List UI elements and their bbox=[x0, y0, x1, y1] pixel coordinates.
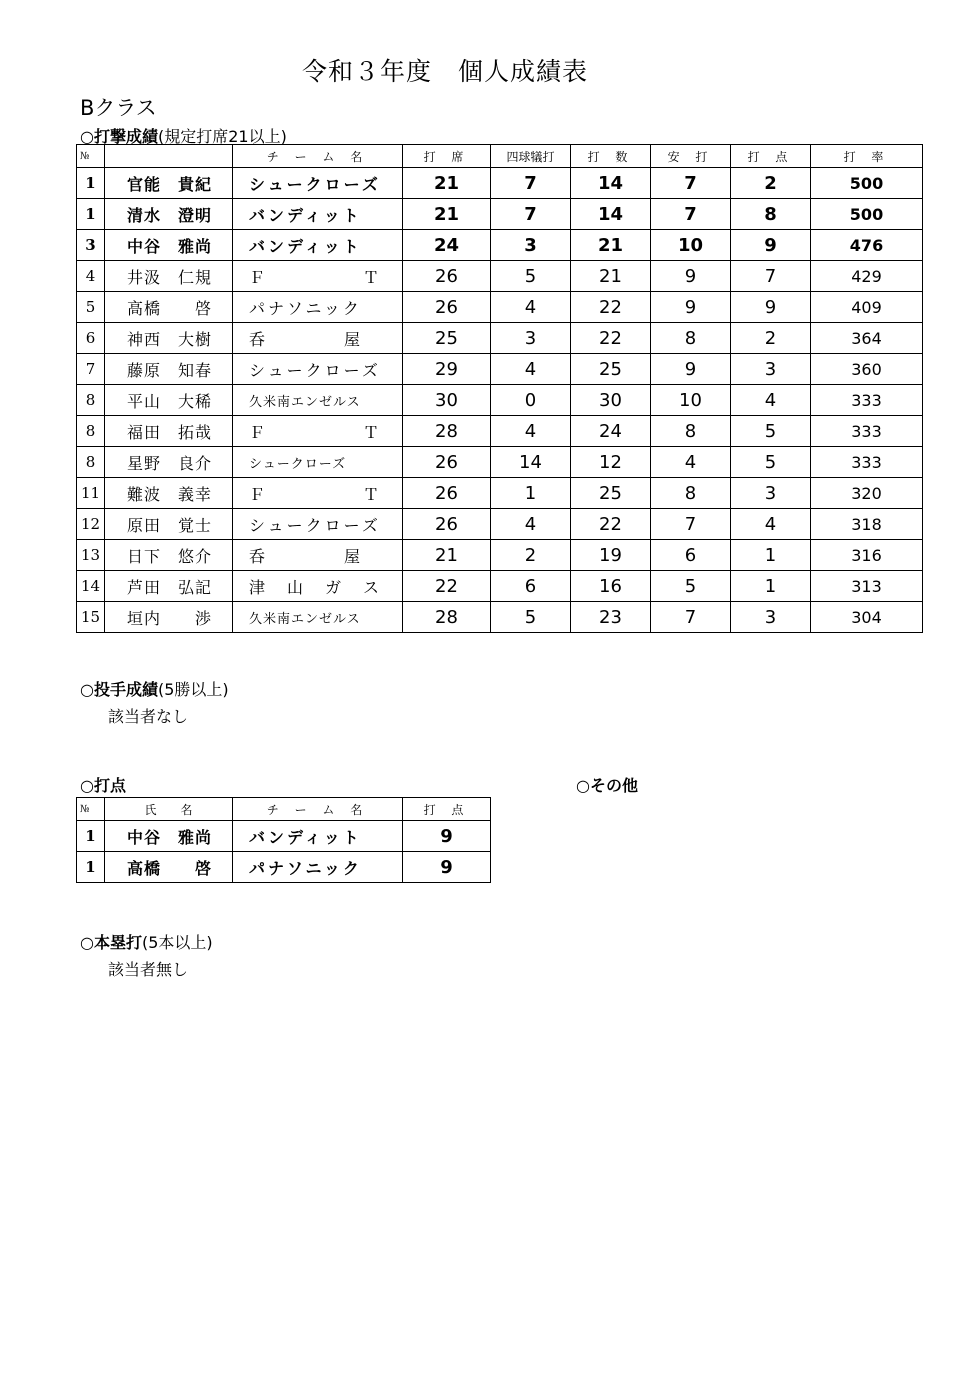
team-name-cell: シュークローズ bbox=[233, 509, 403, 540]
at-bats-cell: 14 bbox=[571, 168, 651, 199]
at-bats-cell: 19 bbox=[571, 540, 651, 571]
hits-cell: 6 bbox=[651, 540, 731, 571]
walks-sacrifices-cell: 5 bbox=[491, 261, 571, 292]
plate-appearances-cell: 26 bbox=[403, 478, 491, 509]
table-row bbox=[77, 447, 923, 478]
team-name-cell: Ｆ Ｔ bbox=[233, 478, 403, 509]
rbi-cell: 4 bbox=[731, 509, 811, 540]
plate-appearances-cell: 21 bbox=[403, 199, 491, 230]
plate-appearances-cell: 29 bbox=[403, 354, 491, 385]
at-bats-cell: 25 bbox=[571, 354, 651, 385]
plate-appearances-cell: 26 bbox=[403, 261, 491, 292]
pitching-heading bbox=[80, 677, 229, 700]
table-row bbox=[77, 385, 923, 416]
at-bats-cell: 23 bbox=[571, 602, 651, 633]
rbi-cell: 9 bbox=[403, 821, 491, 852]
at-bats-cell: 22 bbox=[571, 323, 651, 354]
rbi-cell: 2 bbox=[731, 323, 811, 354]
rbi-cell: 8 bbox=[731, 199, 811, 230]
walks-sacrifices-cell: 4 bbox=[491, 354, 571, 385]
plate-appearances-cell: 21 bbox=[403, 540, 491, 571]
rbi-cell: 7 bbox=[731, 261, 811, 292]
rbi-cell: 1 bbox=[731, 571, 811, 602]
circle-mark: ○ bbox=[576, 776, 590, 795]
team-name-cell: シュークローズ bbox=[233, 168, 403, 199]
col-header-rbi: 打 点 bbox=[731, 145, 811, 168]
batting-average-cell: 360 bbox=[811, 354, 923, 385]
homerun-heading-label: 本塁打 bbox=[93, 933, 142, 952]
team-name-cell: シュークローズ bbox=[233, 354, 403, 385]
plate-appearances-cell: 30 bbox=[403, 385, 491, 416]
table-row bbox=[77, 199, 923, 230]
at-bats-cell: 30 bbox=[571, 385, 651, 416]
table-row bbox=[77, 416, 923, 447]
homerun-heading-note: (5本以上) bbox=[141, 933, 213, 952]
player-name-cell: 井汲 仁規 bbox=[105, 261, 233, 292]
walks-sacrifices-cell: 3 bbox=[491, 323, 571, 354]
rank-cell: 3 bbox=[77, 230, 105, 261]
rank-cell: 8 bbox=[77, 447, 105, 478]
rbi-cell: 5 bbox=[731, 447, 811, 478]
pitching-heading-note: (5勝以上) bbox=[157, 680, 229, 699]
rank-cell: 8 bbox=[77, 416, 105, 447]
player-name-cell: 清水 澄明 bbox=[105, 199, 233, 230]
at-bats-cell: 12 bbox=[571, 447, 651, 478]
player-name-cell: 高橋 啓 bbox=[105, 852, 233, 883]
at-bats-cell: 22 bbox=[571, 509, 651, 540]
plate-appearances-cell: 26 bbox=[403, 292, 491, 323]
player-name-cell: 官能 貴紀 bbox=[105, 168, 233, 199]
hits-cell: 10 bbox=[651, 385, 731, 416]
rank-cell: 7 bbox=[77, 354, 105, 385]
circle-mark: ○ bbox=[80, 776, 94, 795]
rank-cell: 6 bbox=[77, 323, 105, 354]
plate-appearances-cell: 24 bbox=[403, 230, 491, 261]
col-header-pa: 打 席 bbox=[403, 145, 491, 168]
batting-header-row bbox=[77, 145, 923, 168]
rbi-cell: 5 bbox=[731, 416, 811, 447]
player-name-cell: 神西 大樹 bbox=[105, 323, 233, 354]
team-name-cell: バンディット bbox=[233, 230, 403, 261]
col-header-team: チ ー ム 名 bbox=[233, 798, 403, 821]
team-name-cell: Ｆ Ｔ bbox=[233, 261, 403, 292]
player-name-cell: 高橋 啓 bbox=[105, 292, 233, 323]
walks-sacrifices-cell: 0 bbox=[491, 385, 571, 416]
class-label: Bクラス bbox=[80, 96, 157, 120]
batting-table bbox=[76, 144, 923, 633]
walks-sacrifices-cell: 2 bbox=[491, 540, 571, 571]
circle-mark: ○ bbox=[80, 127, 94, 146]
hits-cell: 8 bbox=[651, 478, 731, 509]
rank-cell: 8 bbox=[77, 385, 105, 416]
team-name-cell: 久米南エンゼルス bbox=[233, 385, 403, 416]
player-name-cell: 星野 良介 bbox=[105, 447, 233, 478]
walks-sacrifices-cell: 5 bbox=[491, 602, 571, 633]
batting-average-cell: 409 bbox=[811, 292, 923, 323]
player-name-cell: 難波 義幸 bbox=[105, 478, 233, 509]
walks-sacrifices-cell: 4 bbox=[491, 416, 571, 447]
other-heading-label: その他 bbox=[589, 776, 638, 795]
table-row bbox=[77, 230, 923, 261]
page-title: 令和３年度 個人成績表 bbox=[301, 57, 588, 86]
plate-appearances-cell: 21 bbox=[403, 168, 491, 199]
walks-sacrifices-cell: 1 bbox=[491, 478, 571, 509]
rank-cell: 15 bbox=[77, 602, 105, 633]
circle-mark: ○ bbox=[80, 680, 94, 699]
col-header-name: 氏 名 bbox=[105, 798, 233, 821]
team-name-cell: バンディット bbox=[233, 821, 403, 852]
at-bats-cell: 16 bbox=[571, 571, 651, 602]
walks-sacrifices-cell: 4 bbox=[491, 292, 571, 323]
rank-cell: 1 bbox=[77, 199, 105, 230]
table-row bbox=[77, 509, 923, 540]
team-name-cell: Ｆ Ｔ bbox=[233, 416, 403, 447]
team-name-cell: シュークローズ bbox=[233, 447, 403, 478]
rank-cell: 4 bbox=[77, 261, 105, 292]
batting-average-cell: 333 bbox=[811, 416, 923, 447]
at-bats-cell: 21 bbox=[571, 230, 651, 261]
table-row bbox=[77, 261, 923, 292]
col-header-no: № bbox=[77, 798, 105, 821]
batting-average-cell: 320 bbox=[811, 478, 923, 509]
hits-cell: 9 bbox=[651, 354, 731, 385]
at-bats-cell: 14 bbox=[571, 199, 651, 230]
rank-cell: 5 bbox=[77, 292, 105, 323]
table-row bbox=[77, 540, 923, 571]
walks-sacrifices-cell: 6 bbox=[491, 571, 571, 602]
rbi-cell: 4 bbox=[731, 385, 811, 416]
walks-sacrifices-cell: 14 bbox=[491, 447, 571, 478]
batting-average-cell: 304 bbox=[811, 602, 923, 633]
rbi-cell: 2 bbox=[731, 168, 811, 199]
batting-average-cell: 316 bbox=[811, 540, 923, 571]
hits-cell: 7 bbox=[651, 602, 731, 633]
walks-sacrifices-cell: 3 bbox=[491, 230, 571, 261]
team-name-cell: パナソニック bbox=[233, 292, 403, 323]
batting-average-cell: 318 bbox=[811, 509, 923, 540]
team-name-cell: 呑 屋 bbox=[233, 540, 403, 571]
rbi-cell: 3 bbox=[731, 602, 811, 633]
player-name-cell: 藤原 知春 bbox=[105, 354, 233, 385]
plate-appearances-cell: 28 bbox=[403, 602, 491, 633]
rbi-heading-label: 打点 bbox=[93, 776, 126, 795]
plate-appearances-cell: 26 bbox=[403, 447, 491, 478]
plate-appearances-cell: 25 bbox=[403, 323, 491, 354]
at-bats-cell: 21 bbox=[571, 261, 651, 292]
other-heading bbox=[576, 773, 638, 796]
player-name-cell: 平山 大稀 bbox=[105, 385, 233, 416]
player-name-cell: 垣内 渉 bbox=[105, 602, 233, 633]
table-row bbox=[77, 292, 923, 323]
homerun-none-text: 該当者無し bbox=[108, 960, 189, 979]
rank-cell: 12 bbox=[77, 509, 105, 540]
at-bats-cell: 25 bbox=[571, 478, 651, 509]
pitching-heading-label: 投手成績 bbox=[93, 680, 158, 699]
plate-appearances-cell: 28 bbox=[403, 416, 491, 447]
batting-heading-note: (規定打席21以上) bbox=[157, 127, 287, 146]
table-row bbox=[77, 323, 923, 354]
walks-sacrifices-cell: 4 bbox=[491, 509, 571, 540]
team-name-cell: パナソニック bbox=[233, 852, 403, 883]
rank-cell: 1 bbox=[77, 821, 105, 852]
col-header-ab: 打 数 bbox=[571, 145, 651, 168]
player-name-cell: 原田 覚士 bbox=[105, 509, 233, 540]
circle-mark: ○ bbox=[80, 933, 94, 952]
walks-sacrifices-cell: 7 bbox=[491, 168, 571, 199]
col-header-name bbox=[105, 145, 233, 168]
rbi-cell: 9 bbox=[403, 852, 491, 883]
table-row bbox=[77, 821, 491, 852]
player-name-cell: 中谷 雅尚 bbox=[105, 230, 233, 261]
col-header-bb: 四球犠打 bbox=[491, 145, 571, 168]
col-header-team: チ ー ム 名 bbox=[233, 145, 403, 168]
rbi-header-row bbox=[77, 798, 491, 821]
rank-cell: 1 bbox=[77, 852, 105, 883]
table-row bbox=[77, 852, 491, 883]
table-row bbox=[77, 602, 923, 633]
table-row bbox=[77, 571, 923, 602]
rbi-heading bbox=[80, 773, 126, 796]
walks-sacrifices-cell: 7 bbox=[491, 199, 571, 230]
hits-cell: 9 bbox=[651, 261, 731, 292]
rbi-cell: 9 bbox=[731, 292, 811, 323]
batting-average-cell: 364 bbox=[811, 323, 923, 354]
rbi-table bbox=[76, 797, 491, 883]
team-name-cell: 津 山 ガ ス bbox=[233, 571, 403, 602]
batting-average-cell: 313 bbox=[811, 571, 923, 602]
plate-appearances-cell: 22 bbox=[403, 571, 491, 602]
batting-average-cell: 333 bbox=[811, 447, 923, 478]
batting-average-cell: 429 bbox=[811, 261, 923, 292]
plate-appearances-cell: 26 bbox=[403, 509, 491, 540]
hits-cell: 9 bbox=[651, 292, 731, 323]
rank-cell: 11 bbox=[77, 478, 105, 509]
rbi-cell: 9 bbox=[731, 230, 811, 261]
rank-cell: 1 bbox=[77, 168, 105, 199]
at-bats-cell: 24 bbox=[571, 416, 651, 447]
col-header-rbi: 打 点 bbox=[403, 798, 491, 821]
col-header-h: 安 打 bbox=[651, 145, 731, 168]
table-row bbox=[77, 354, 923, 385]
rank-cell: 14 bbox=[77, 571, 105, 602]
hits-cell: 7 bbox=[651, 168, 731, 199]
hits-cell: 7 bbox=[651, 199, 731, 230]
team-name-cell: 久米南エンゼルス bbox=[233, 602, 403, 633]
table-row bbox=[77, 478, 923, 509]
table-row bbox=[77, 168, 923, 199]
homerun-heading bbox=[80, 930, 213, 953]
batting-average-cell: 333 bbox=[811, 385, 923, 416]
team-name-cell: バンディット bbox=[233, 199, 403, 230]
player-name-cell: 日下 悠介 bbox=[105, 540, 233, 571]
hits-cell: 8 bbox=[651, 416, 731, 447]
at-bats-cell: 22 bbox=[571, 292, 651, 323]
hits-cell: 4 bbox=[651, 447, 731, 478]
rbi-cell: 1 bbox=[731, 540, 811, 571]
team-name-cell: 呑 屋 bbox=[233, 323, 403, 354]
batting-average-cell: 476 bbox=[811, 230, 923, 261]
pitching-none-text: 該当者なし bbox=[108, 707, 189, 726]
hits-cell: 7 bbox=[651, 509, 731, 540]
col-header-no: № bbox=[77, 145, 105, 168]
batting-heading-label: 打撃成績 bbox=[93, 127, 158, 146]
hits-cell: 5 bbox=[651, 571, 731, 602]
player-name-cell: 芦田 弘記 bbox=[105, 571, 233, 602]
batting-average-cell: 500 bbox=[811, 168, 923, 199]
player-name-cell: 福田 拓哉 bbox=[105, 416, 233, 447]
rbi-cell: 3 bbox=[731, 478, 811, 509]
hits-cell: 8 bbox=[651, 323, 731, 354]
rank-cell: 13 bbox=[77, 540, 105, 571]
hits-cell: 10 bbox=[651, 230, 731, 261]
col-header-avg: 打 率 bbox=[811, 145, 923, 168]
batting-average-cell: 500 bbox=[811, 199, 923, 230]
player-name-cell: 中谷 雅尚 bbox=[105, 821, 233, 852]
rbi-cell: 3 bbox=[731, 354, 811, 385]
